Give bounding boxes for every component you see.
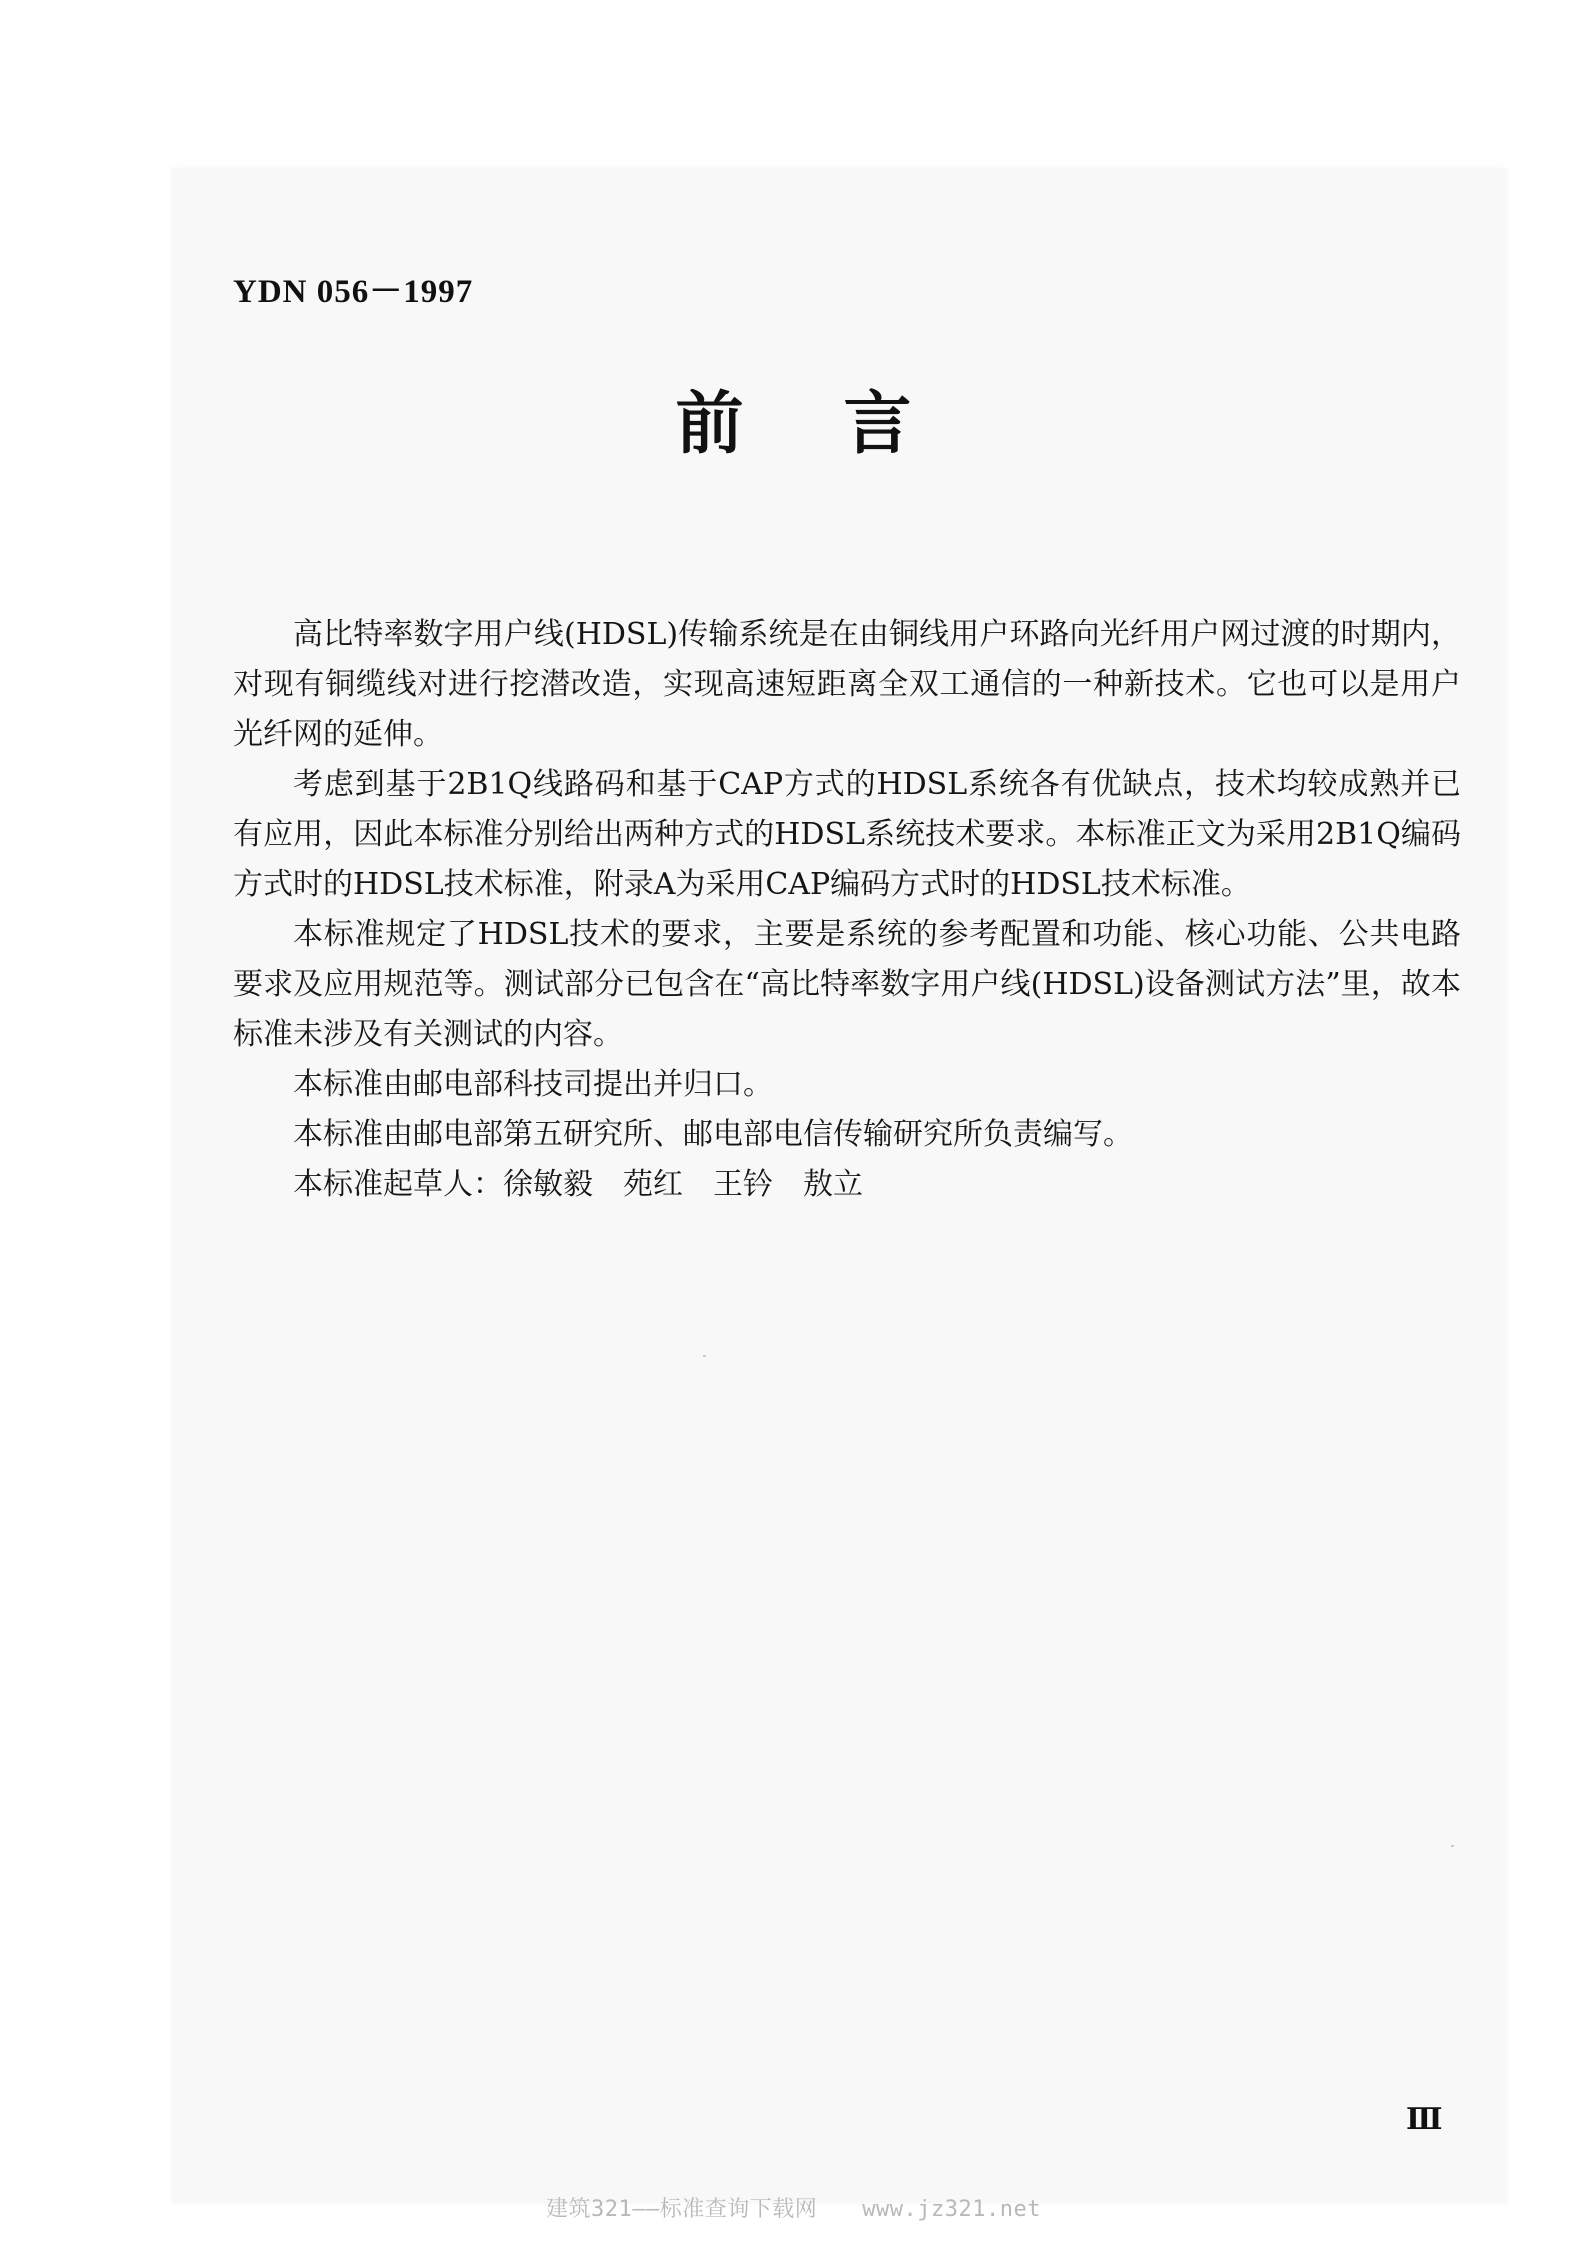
paragraph-authors-org: 本标准由邮电部第五研究所、邮电部电信传输研究所负责编写。 — [293, 1117, 1133, 1152]
scan-speck — [1451, 1845, 1454, 1847]
paragraph-proposer: 本标准由邮电部科技司提出并归口。 — [293, 1067, 773, 1102]
paragraph-drafters: 本标准起草人：徐敏毅 苑红 王钤 敖立 — [293, 1167, 863, 1202]
preface-body — [233, 610, 1461, 1210]
site-watermark: 建筑321——标准查询下载网 www.jz321.net — [546, 2197, 1041, 2222]
page-title: 前言 — [675, 385, 1012, 464]
paragraph-coding-methods: 考虑到基于2B1Q线路码和基于CAP方式的HDSL系统各有优缺点，技术均较成熟并已有应用，因此本标准分别给出两种方式的HDSL系统技术要求。本标准正文为采用2B1Q编码方式时的HDSL技术标准，附录A为采用CAP编码方式时的HDSL技术标准。 — [233, 767, 1461, 902]
standard-code: YDN 056－1997 — [233, 274, 474, 310]
paragraph-scope: 本标准规定了HDSL技术的要求，主要是系统的参考配置和功能、核心功能、公共电路要求及应用规范等。测试部分已包含在“高比特率数字用户线(HDSL)设备测试方法”里，故本标准未涉及有关测试的内容。 — [233, 917, 1461, 1052]
scan-speck — [703, 1355, 706, 1357]
paragraph-intro: 高比特率数字用户线(HDSL)传输系统是在由铜线用户环路向光纤用户网过渡的时期内，对现有铜缆线对进行挖潜改造，实现高速短距离全双工通信的一种新技术。它也可以是用户光纤网的延伸。 — [233, 617, 1461, 752]
page-number: Ⅲ — [1406, 2103, 1443, 2136]
